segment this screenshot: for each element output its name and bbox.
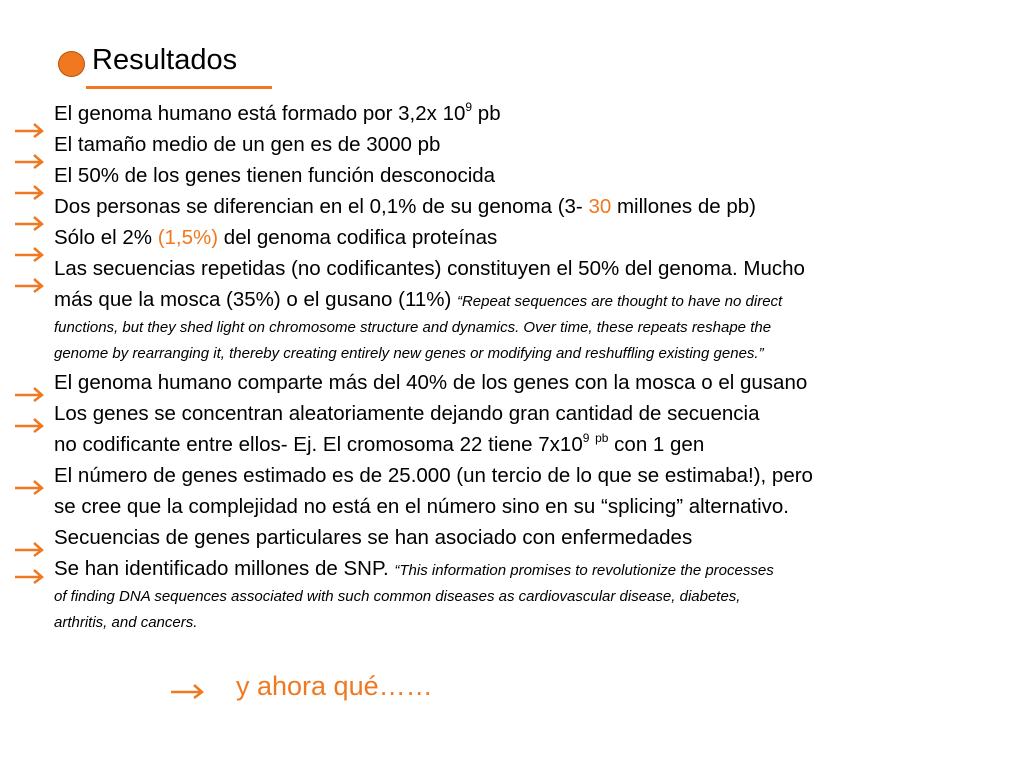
list-item: no codificante entre ellos- Ej. El cromosoma 22 tiene $7x10^9$ $^{pb}$ con 1 gen: [54, 431, 705, 456]
list-item: más que la mosca (35%) o el gusano (11%) “Repeat sequences are thought to have no direct: [54, 288, 783, 311]
quote-line: genome by rearranging it, thereby creating entirely new genes or modifying and reshuffling existing genes.”: [54, 345, 764, 362]
results-list: [54, 98, 1014, 636]
slide-title: Resultados: [92, 44, 238, 76]
right-arrow-icon: [14, 385, 46, 403]
list-item: se cree que la complejidad no está en el número sino en su “splicing” alternativo.: [54, 495, 789, 518]
right-arrow-icon: [14, 214, 46, 232]
title-underline: [86, 86, 272, 89]
list-item: Las secuencias repetidas (no codificantes) constituyen el 50% del genoma. Mucho: [54, 257, 805, 280]
highlight-value: 30: [588, 195, 612, 218]
right-arrow-icon: [14, 121, 46, 139]
quote-text: “This information promises to revolutionize the processes: [394, 562, 774, 579]
list-item: Sólo el 2% (1,5%) del genoma codifica proteínas: [54, 226, 498, 249]
right-arrow-icon: [14, 152, 46, 170]
list-item: El 50% de los genes tienen función desconocida: [54, 164, 496, 187]
quote-line: functions, but they shed light on chromosome structure and dynamics. Over time, these repeats reshape the: [54, 319, 772, 336]
list-item: Se han identificado millones de SNP. “This information promises to revolutionize the processes: [54, 557, 774, 580]
list-item: Secuencias de genes particulares se han asociado con enfermedades: [54, 526, 693, 549]
right-arrow-icon: [14, 416, 46, 434]
quote-line: arthritis, and cancers.: [54, 614, 198, 631]
right-arrow-icon: [14, 276, 46, 294]
right-arrow-icon: [14, 183, 46, 201]
list-item: El genoma humano comparte más del 40% de los genes con la mosca o el gusano: [54, 371, 808, 394]
right-arrow-icon: [14, 478, 46, 496]
list-item: El genoma humano está formado por 3,2x $10^9$ pb: [54, 100, 501, 125]
closing-question: y ahora qué……: [236, 671, 433, 701]
right-arrow-icon: [14, 540, 46, 558]
list-item: El número de genes estimado es de 25.000 (un tercio de lo que se estimaba!), pero: [54, 464, 813, 487]
title-bullet-icon: [58, 51, 85, 77]
right-arrow-icon: [14, 567, 46, 585]
highlight-value: (1,5%): [157, 226, 219, 249]
list-item: Los genes se concentran aleatoriamente dejando gran cantidad de secuencia: [54, 402, 760, 425]
right-arrow-icon: [170, 682, 206, 700]
list-item: El tamaño medio de un gen es de 3000 pb: [54, 133, 441, 156]
quote-line: of finding DNA sequences associated with such common diseases as cardiovascular disease, diabetes,: [54, 588, 741, 605]
quote-text: “Repeat sequences are thought to have no direct: [456, 293, 783, 310]
right-arrow-icon: [14, 245, 46, 263]
list-item: Dos personas se diferencian en el 0,1% de su genoma (3- 30 millones de pb): [54, 195, 756, 218]
